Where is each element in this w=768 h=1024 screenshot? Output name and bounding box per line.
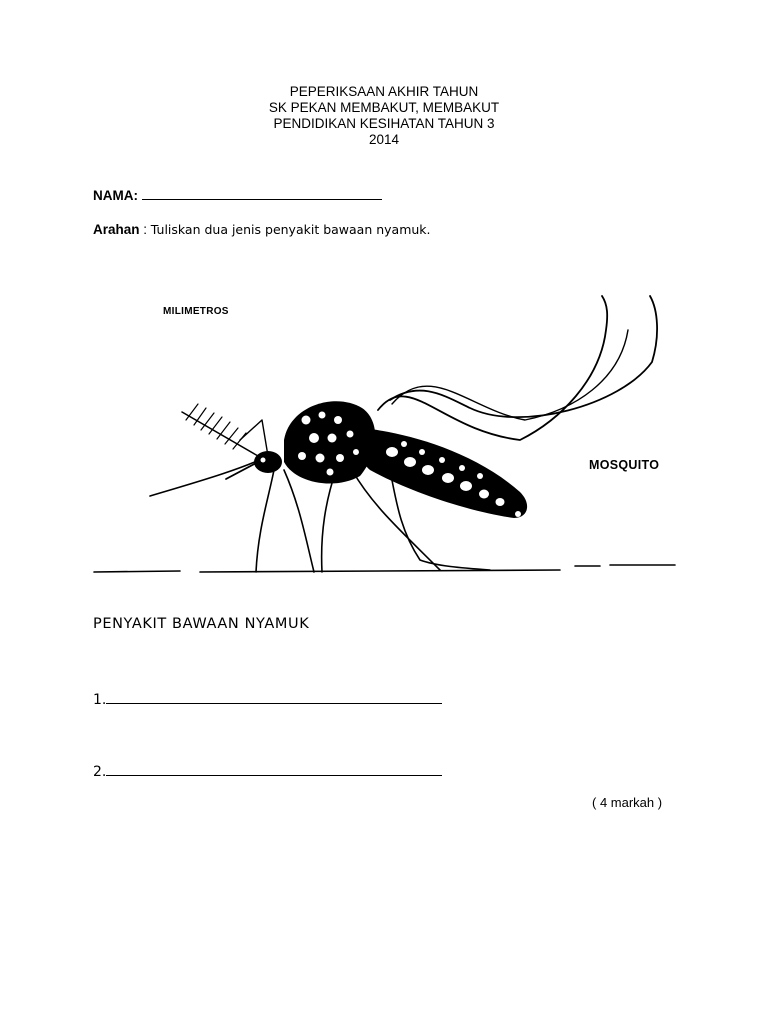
mosquito-illustration (90, 285, 690, 585)
answer-field-2[interactable] (106, 762, 442, 776)
figure-label-milimetros: MILIMETROS (163, 306, 229, 317)
answer-number-1: 1. (93, 692, 107, 708)
leg-hind-3 (390, 296, 657, 417)
leg-front-3 (284, 470, 314, 572)
instruction (93, 222, 431, 237)
name-row (93, 187, 382, 203)
exam-title: PEPERIKSAAN AKHIR TAHUN (289, 84, 479, 99)
name-field[interactable] (142, 187, 382, 200)
leg-front-1 (150, 456, 268, 496)
instruction-separator: : (139, 222, 151, 237)
exam-header (0, 84, 768, 148)
exam-year: 2014 (368, 132, 400, 147)
name-label: NAMA: (93, 188, 138, 203)
instruction-label: Arahan (93, 222, 140, 237)
figure-label-mosquito: MOSQUITO (589, 458, 660, 472)
school-name: SK PEKAN MEMBAKUT, MEMBAKUT (268, 100, 500, 115)
answer-row-1 (93, 690, 442, 708)
leg-hind-2 (378, 296, 607, 440)
answer-field-1[interactable] (106, 690, 442, 704)
leg-mid-1 (322, 470, 336, 572)
answer-row-2 (93, 762, 442, 780)
answer-number-2: 2. (93, 764, 107, 780)
section-title: PENYAKIT BAWAAN NYAMUK (93, 616, 310, 632)
ground-line (94, 565, 675, 572)
leg-front-2 (256, 470, 274, 572)
marks-label: ( 4 markah ) (592, 795, 663, 810)
instruction-text: Tuliskan dua jenis penyakit bawaan nyamuk. (150, 222, 431, 237)
mosquito-head (254, 451, 282, 473)
subject-name: PENDIDIKAN KESIHATAN TAHUN 3 (273, 116, 495, 131)
